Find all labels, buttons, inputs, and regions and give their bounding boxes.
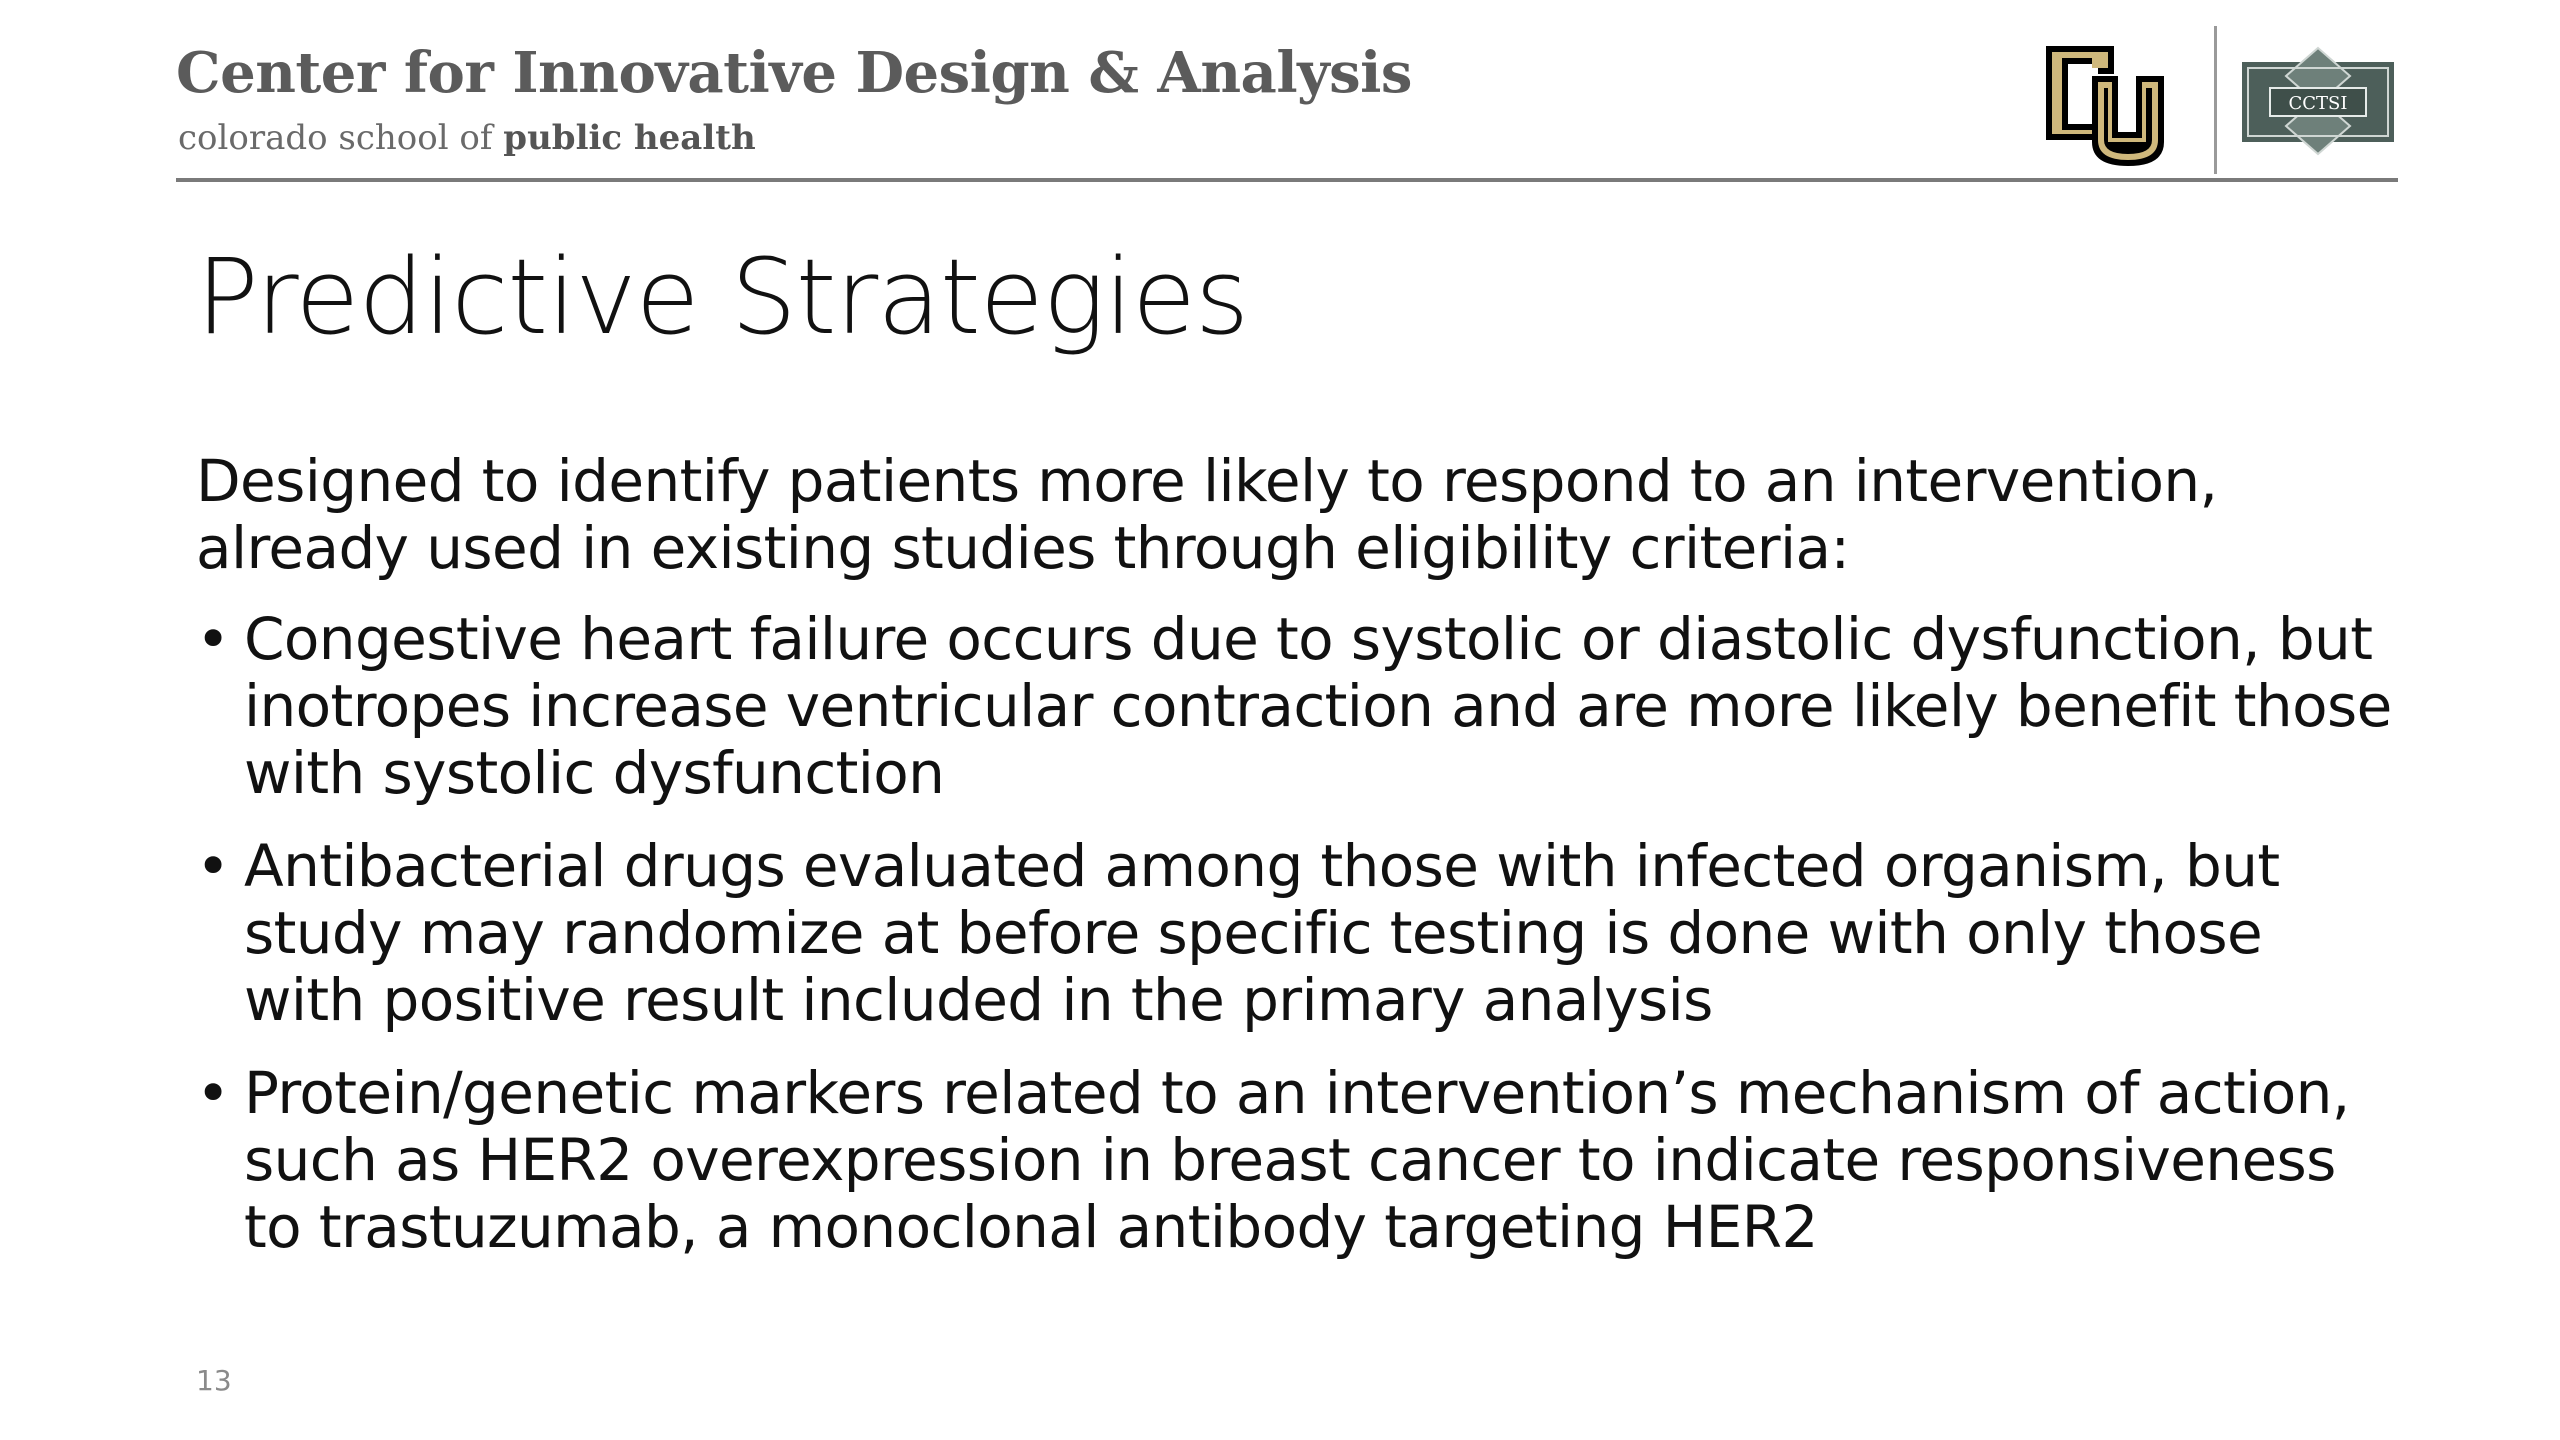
bullet-glyph: • — [196, 1059, 230, 1127]
slide-body — [196, 448, 2396, 1287]
cctsi-logo-text: CCTSI — [2288, 93, 2348, 114]
cctsi-logo — [2240, 46, 2396, 156]
bullet-glyph: • — [196, 605, 230, 673]
cu-logo-icon — [2036, 36, 2176, 172]
list-item — [196, 606, 2396, 807]
slide-title: Predictive Strategies — [196, 236, 1249, 358]
bullet-glyph: • — [196, 832, 230, 900]
bullet-text: Protein/genetic markers related to an intervention’s mechanism of action, such as HER2 overexpression in breast cancer to indicate responsiveness to trastuzumab, a monoclonal antibody targeting HER2 — [244, 1059, 2350, 1261]
org-name: Center for Innovative Design & Analysis — [176, 40, 1412, 106]
logo-divider — [2214, 26, 2217, 174]
intro-paragraph: Designed to identify patients more likely to respond to an intervention, already used in existing studies through eligibility criteria: — [196, 447, 2218, 582]
org-subtitle-bold: public health — [503, 118, 756, 158]
header-rule — [176, 178, 2398, 182]
org-subtitle — [178, 118, 756, 158]
list-item — [196, 833, 2396, 1034]
bullet-text: Antibacterial drugs evaluated among those with infected organism, but study may randomize at before specific testing is done with only those with positive result included in the primary analysis — [244, 832, 2280, 1034]
bullet-list — [196, 606, 2396, 1261]
page-number: 13 — [196, 1364, 232, 1397]
org-subtitle-light: colorado school of — [178, 118, 504, 158]
slide-header — [176, 36, 2396, 180]
list-item — [196, 1060, 2396, 1261]
bullet-text: Congestive heart failure occurs due to systolic or diastolic dysfunction, but inotropes increase ventricular contraction and are more likely benefit those with systolic dysfunction — [244, 605, 2392, 807]
